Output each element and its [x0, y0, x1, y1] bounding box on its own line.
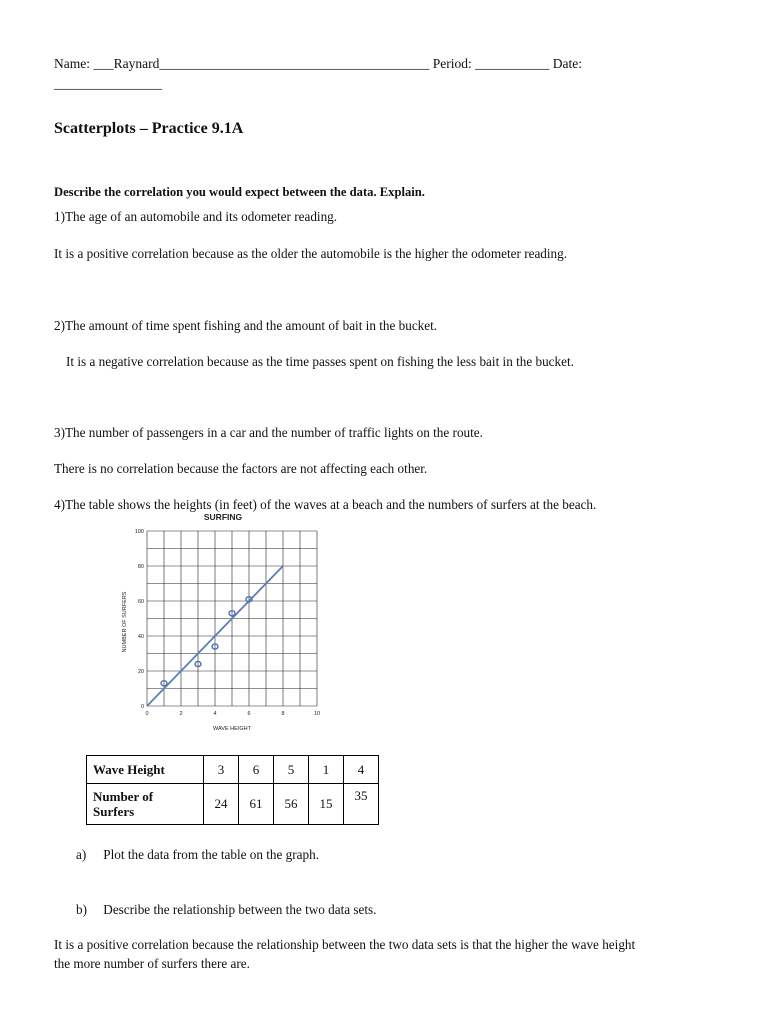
- surfers-cell: 35: [344, 784, 379, 825]
- x-axis-label: WAVE HEIGHT: [213, 726, 251, 732]
- row-header-surfers-line2: Surfers: [93, 804, 135, 819]
- page-title: Scatterplots – Practice 9.1A: [54, 120, 244, 137]
- y-axis-label: NUMBER OF SURFERS: [122, 591, 128, 653]
- data-points: [161, 597, 252, 686]
- y-tick-label: 0: [140, 704, 144, 710]
- row-header-surfers: [87, 784, 204, 825]
- surfers-cell: 56: [274, 784, 309, 825]
- chart-title: SURFING: [203, 512, 243, 522]
- answer-2: It is a negative correlation because as the time passes spent on fishing the less bait in the bucket.: [66, 354, 574, 369]
- wave-height-cell: 4: [344, 756, 379, 784]
- part-b-label: b): [76, 902, 87, 917]
- question-4: 4)The table shows the heights (in feet) of the waves at a beach and the numbers of surfers at the beach.: [54, 497, 597, 512]
- part-a: [76, 847, 319, 863]
- name-label: Name:: [54, 56, 90, 71]
- question-2: 2)The amount of time spent fishing and the amount of bait in the bucket.: [54, 318, 438, 333]
- part-b-text: Describe the relationship between the two data sets.: [103, 902, 377, 917]
- y-tick-label: 60: [137, 599, 144, 605]
- date-blank[interactable]: ________________: [54, 76, 162, 91]
- question-3: 3)The number of passengers in a car and the number of traffic lights on the route.: [54, 425, 483, 440]
- surfers-cell: 15: [309, 784, 344, 825]
- y-tick-label: 40: [137, 634, 144, 640]
- data-table: [86, 755, 379, 825]
- name-value[interactable]: ___Raynard________________________________________: [93, 56, 430, 71]
- y-tick-label: 80: [137, 564, 144, 570]
- x-tick-label: 4: [213, 711, 217, 717]
- surfers-cell: 61: [239, 784, 274, 825]
- y-tick-label: 100: [134, 529, 144, 535]
- x-tick-label: 2: [179, 711, 183, 717]
- answer-1: It is a positive correlation because as the older the automobile is the higher the odometer reading.: [54, 246, 568, 261]
- wave-height-cell: 3: [204, 756, 239, 784]
- surfing-scatter-chart: [112, 512, 332, 734]
- part-a-label: a): [76, 847, 87, 862]
- wave-height-cell: 1: [309, 756, 344, 784]
- period-label: Period:: [432, 56, 472, 71]
- instructions: Describe the correlation you would expect between the data. Explain.: [54, 185, 425, 199]
- x-tick-label: 8: [281, 711, 285, 717]
- x-tick-label: 10: [313, 711, 321, 717]
- answer-4-line-1: It is a positive correlation because the relationship between the two data sets is that the higher the wave height: [54, 937, 636, 952]
- part-b: [76, 902, 376, 918]
- name-line: [54, 56, 582, 72]
- wave-height-cell: 6: [239, 756, 274, 784]
- row-header-surfers-line1: Number of: [93, 789, 154, 804]
- row-header-wave-height: Wave Height: [87, 756, 204, 784]
- answer-3: There is no correlation because the factors are not affecting each other.: [54, 461, 428, 476]
- x-tick-label: 6: [247, 711, 251, 717]
- y-tick-label: 20: [137, 669, 144, 675]
- table-row-surfers: [87, 784, 379, 825]
- part-a-text: Plot the data from the table on the graph.: [103, 847, 319, 862]
- x-tick-label: 0: [145, 711, 149, 717]
- surfers-cell: 24: [204, 784, 239, 825]
- answer-4-line-2: the more number of surfers there are.: [54, 956, 250, 971]
- table-row-wave-height: [87, 756, 379, 784]
- wave-height-cell: 5: [274, 756, 309, 784]
- date-label: Date:: [552, 56, 582, 71]
- question-1: 1)The age of an automobile and its odometer reading.: [54, 209, 338, 224]
- period-blank[interactable]: ___________: [475, 56, 550, 71]
